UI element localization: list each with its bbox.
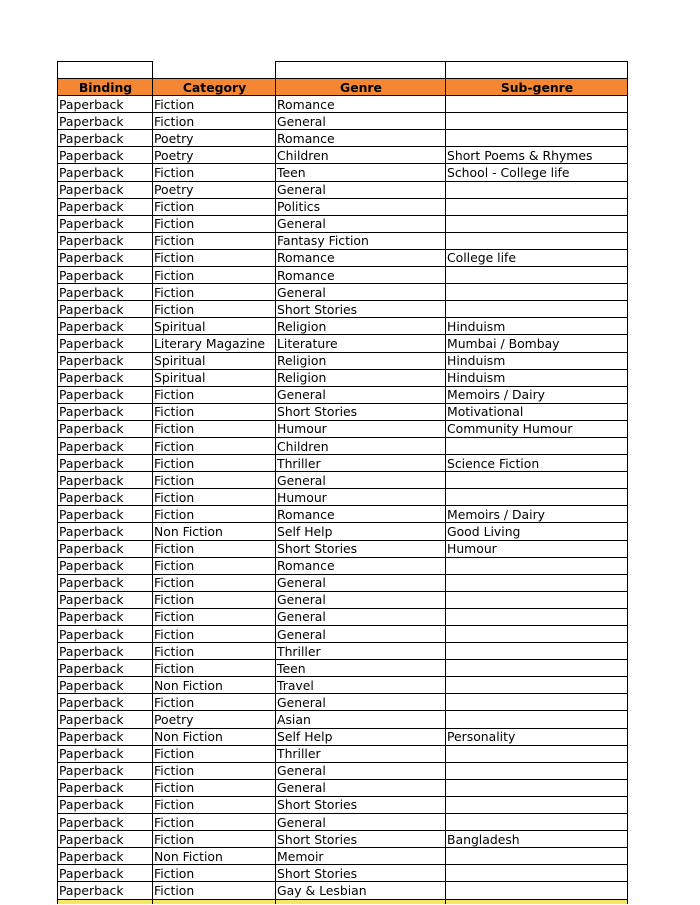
cell-sub-genre[interactable] <box>446 779 628 796</box>
blank-cell <box>153 62 276 79</box>
cell-sub-genre[interactable] <box>446 848 628 865</box>
cell-sub-genre[interactable]: Good Living <box>446 523 628 540</box>
cell-binding[interactable]: Paperback <box>58 677 153 694</box>
cell-sub-genre[interactable] <box>446 814 628 831</box>
cell-binding[interactable]: Paperback <box>58 779 153 796</box>
table-row <box>58 472 628 489</box>
cell-genre[interactable]: Short Stories <box>276 540 446 557</box>
cell-sub-genre[interactable] <box>446 694 628 711</box>
cell-genre[interactable]: Self Help <box>276 523 446 540</box>
cell-genre[interactable]: Asian <box>276 711 446 728</box>
table-row <box>58 386 628 403</box>
cell-category[interactable]: Fiction <box>153 882 276 899</box>
cell-sub-genre[interactable] <box>446 591 628 608</box>
cell-category[interactable]: Fiction <box>153 455 276 472</box>
header-row <box>58 79 628 96</box>
cell-genre[interactable]: Romance <box>276 130 446 147</box>
cell-category[interactable]: Fiction <box>153 198 276 215</box>
cell-binding[interactable]: Paperback <box>58 745 153 762</box>
cell-genre[interactable]: General <box>276 574 446 591</box>
table-row <box>58 284 628 301</box>
table-row <box>58 489 628 506</box>
cell-genre[interactable]: Short Stories <box>276 831 446 848</box>
cell-category[interactable]: Fiction <box>153 164 276 181</box>
cell-sub-genre[interactable] <box>446 762 628 779</box>
cell-category[interactable]: Poetry <box>153 130 276 147</box>
table-row <box>58 882 628 899</box>
cell-genre[interactable]: Memoir <box>276 848 446 865</box>
cell-binding[interactable]: Paperback <box>58 437 153 454</box>
cell-genre[interactable]: Thriller <box>276 745 446 762</box>
cell-binding[interactable]: Paperback <box>58 848 153 865</box>
table-row <box>58 677 628 694</box>
cell-category[interactable]: Non Fiction <box>153 728 276 745</box>
cell-category[interactable]: Fiction <box>153 437 276 454</box>
cell-sub-genre[interactable] <box>446 267 628 284</box>
table-row <box>58 506 628 523</box>
table-row <box>58 335 628 352</box>
table-row <box>58 762 628 779</box>
cell-binding[interactable]: Paperback <box>58 164 153 181</box>
cell-category[interactable]: Fiction <box>153 96 276 113</box>
table-row <box>58 403 628 420</box>
cell-category[interactable]: Fiction <box>153 591 276 608</box>
cell-binding[interactable]: Paperback <box>58 796 153 813</box>
cell-sub-genre[interactable]: Personality <box>446 728 628 745</box>
table-row <box>58 779 628 796</box>
cell-sub-genre[interactable]: Humour <box>446 540 628 557</box>
cell-sub-genre[interactable]: Memoirs / Dairy <box>446 386 628 403</box>
cell-sub-genre[interactable]: College life <box>446 249 628 266</box>
cell-binding[interactable]: Paperback <box>58 831 153 848</box>
cell-category[interactable]: Fiction <box>153 660 276 677</box>
cell-sub-genre[interactable] <box>446 745 628 762</box>
cell-sub-genre[interactable] <box>446 181 628 198</box>
cell-category[interactable]: Fiction <box>153 574 276 591</box>
cell-genre[interactable]: Children <box>276 437 446 454</box>
table-row <box>58 660 628 677</box>
cell-category[interactable]: Fiction <box>153 267 276 284</box>
table-body <box>58 96 628 904</box>
cell-sub-genre[interactable]: Mumbai / Bombay <box>446 335 628 352</box>
blank-cell <box>276 62 446 79</box>
cell-binding[interactable]: Paperback <box>58 403 153 420</box>
cell-sub-genre[interactable] <box>446 626 628 643</box>
cell-category[interactable]: Fiction <box>153 831 276 848</box>
cell-sub-genre[interactable] <box>446 472 628 489</box>
cell-binding[interactable]: Paperback <box>58 215 153 232</box>
blank-cell <box>58 62 153 79</box>
cell-binding[interactable]: Paperback <box>58 352 153 369</box>
cell-category[interactable]: Fiction <box>153 745 276 762</box>
table-row <box>58 96 628 113</box>
cell-category[interactable]: Fiction <box>153 386 276 403</box>
books-table <box>57 61 628 904</box>
cell-category[interactable]: Fiction <box>153 865 276 882</box>
cell-category[interactable]: Fiction <box>153 643 276 660</box>
cell-category[interactable]: Fiction <box>153 608 276 625</box>
cell-binding[interactable]: Paperback <box>58 660 153 677</box>
table-row <box>58 540 628 557</box>
table-row <box>58 523 628 540</box>
blank-row <box>58 62 628 79</box>
cell-binding[interactable]: Paperback <box>58 523 153 540</box>
cell-category[interactable]: Poetry <box>153 711 276 728</box>
cell-binding[interactable]: Paperback <box>58 626 153 643</box>
cell-genre[interactable]: Children <box>276 147 446 164</box>
table-row <box>58 865 628 882</box>
cell-genre[interactable]: General <box>276 814 446 831</box>
table-row <box>58 626 628 643</box>
table-row <box>58 420 628 437</box>
cell-category[interactable]: Poetry <box>153 181 276 198</box>
cell-binding[interactable]: Paperback <box>58 318 153 335</box>
table-row-partial <box>58 899 628 904</box>
cell-sub-genre[interactable] <box>446 660 628 677</box>
cell-genre[interactable]: Literature <box>276 335 446 352</box>
table-row <box>58 455 628 472</box>
cell-binding[interactable]: Paperback <box>58 455 153 472</box>
spreadsheet <box>57 61 627 904</box>
blank-cell <box>446 62 628 79</box>
cell-category[interactable]: Fiction <box>153 557 276 574</box>
cell-sub-genre[interactable]: Hinduism <box>446 352 628 369</box>
cell-category[interactable]: Fiction <box>153 113 276 130</box>
cell-sub-genre[interactable] <box>446 130 628 147</box>
cell-binding[interactable]: Paperback <box>58 96 153 113</box>
cell-genre[interactable]: General <box>276 472 446 489</box>
cell-sub-genre[interactable] <box>446 865 628 882</box>
table-row <box>58 369 628 386</box>
table-row <box>58 745 628 762</box>
cell-category[interactable]: Fiction <box>153 779 276 796</box>
cell-genre[interactable]: Teen <box>276 660 446 677</box>
cell-sub-genre[interactable]: Memoirs / Dairy <box>446 506 628 523</box>
cell-sub-genre[interactable] <box>446 882 628 899</box>
cell-genre[interactable]: Teen <box>276 164 446 181</box>
cell-genre[interactable]: Romance <box>276 249 446 266</box>
cell-category[interactable]: Spiritual <box>153 369 276 386</box>
cell-binding[interactable]: Paperback <box>58 591 153 608</box>
cell-sub-genre[interactable]: Bangladesh <box>446 831 628 848</box>
cell-sub-genre[interactable]: Hinduism <box>446 369 628 386</box>
cell-binding[interactable]: Paperback <box>58 694 153 711</box>
cell-category[interactable]: Spiritual <box>153 318 276 335</box>
partial-cell <box>153 899 276 904</box>
cell-binding[interactable]: Paperback <box>58 506 153 523</box>
cell-binding[interactable]: Paperback <box>58 540 153 557</box>
cell-genre[interactable]: Religion <box>276 352 446 369</box>
cell-genre[interactable]: General <box>276 762 446 779</box>
cell-binding[interactable]: Paperback <box>58 301 153 318</box>
table-row <box>58 574 628 591</box>
header-sub-genre[interactable]: Sub-genre <box>446 79 628 96</box>
cell-category[interactable]: Fiction <box>153 814 276 831</box>
cell-genre[interactable]: Romance <box>276 506 446 523</box>
cell-genre[interactable]: Short Stories <box>276 403 446 420</box>
table-row <box>58 181 628 198</box>
cell-binding[interactable]: Paperback <box>58 608 153 625</box>
cell-sub-genre[interactable] <box>446 113 628 130</box>
cell-genre[interactable]: Fantasy Fiction <box>276 232 446 249</box>
cell-binding[interactable]: Paperback <box>58 882 153 899</box>
cell-binding[interactable]: Paperback <box>58 489 153 506</box>
table-row <box>58 249 628 266</box>
table-row <box>58 591 628 608</box>
header-genre[interactable]: Genre <box>276 79 446 96</box>
cell-genre[interactable]: Romance <box>276 267 446 284</box>
header-binding[interactable]: Binding <box>58 79 153 96</box>
cell-binding[interactable]: Paperback <box>58 147 153 164</box>
cell-genre[interactable]: Thriller <box>276 455 446 472</box>
table-row <box>58 814 628 831</box>
cell-category[interactable]: Fiction <box>153 540 276 557</box>
cell-genre[interactable]: Short Stories <box>276 301 446 318</box>
table-row <box>58 437 628 454</box>
cell-binding[interactable]: Paperback <box>58 728 153 745</box>
cell-binding[interactable]: Paperback <box>58 335 153 352</box>
cell-category[interactable]: Non Fiction <box>153 523 276 540</box>
table-row <box>58 318 628 335</box>
cell-binding[interactable]: Paperback <box>58 420 153 437</box>
cell-sub-genre[interactable] <box>446 574 628 591</box>
table-row <box>58 848 628 865</box>
cell-category[interactable]: Fiction <box>153 472 276 489</box>
cell-sub-genre[interactable] <box>446 232 628 249</box>
cell-genre[interactable]: Travel <box>276 677 446 694</box>
cell-genre[interactable]: Thriller <box>276 643 446 660</box>
cell-category[interactable]: Fiction <box>153 215 276 232</box>
table-row <box>58 352 628 369</box>
cell-genre[interactable]: Romance <box>276 557 446 574</box>
cell-genre[interactable]: General <box>276 284 446 301</box>
cell-genre[interactable]: General <box>276 626 446 643</box>
cell-sub-genre[interactable] <box>446 284 628 301</box>
cell-genre[interactable]: Humour <box>276 420 446 437</box>
table-row <box>58 711 628 728</box>
partial-cell <box>58 899 153 904</box>
cell-category[interactable]: Fiction <box>153 420 276 437</box>
cell-genre[interactable]: Religion <box>276 318 446 335</box>
cell-genre[interactable]: Short Stories <box>276 865 446 882</box>
cell-genre[interactable]: General <box>276 591 446 608</box>
cell-sub-genre[interactable] <box>446 643 628 660</box>
cell-binding[interactable]: Paperback <box>58 249 153 266</box>
table-row <box>58 796 628 813</box>
cell-category[interactable]: Fiction <box>153 232 276 249</box>
cell-sub-genre[interactable]: Short Poems & Rhymes <box>446 147 628 164</box>
cell-sub-genre[interactable] <box>446 215 628 232</box>
partial-cell <box>276 899 446 904</box>
table-row <box>58 643 628 660</box>
cell-binding[interactable]: Paperback <box>58 369 153 386</box>
cell-sub-genre[interactable] <box>446 437 628 454</box>
cell-sub-genre[interactable] <box>446 796 628 813</box>
cell-binding[interactable]: Paperback <box>58 643 153 660</box>
table-row <box>58 232 628 249</box>
table-row <box>58 301 628 318</box>
cell-genre[interactable]: General <box>276 113 446 130</box>
table-row <box>58 130 628 147</box>
table-row <box>58 557 628 574</box>
cell-category[interactable]: Fiction <box>153 249 276 266</box>
table-row <box>58 267 628 284</box>
cell-binding[interactable]: Paperback <box>58 711 153 728</box>
cell-binding[interactable]: Paperback <box>58 232 153 249</box>
cell-genre[interactable]: Short Stories <box>276 796 446 813</box>
cell-category[interactable]: Fiction <box>153 796 276 813</box>
table-row <box>58 198 628 215</box>
cell-sub-genre[interactable] <box>446 301 628 318</box>
cell-binding[interactable]: Paperback <box>58 557 153 574</box>
cell-genre[interactable]: General <box>276 386 446 403</box>
cell-sub-genre[interactable] <box>446 489 628 506</box>
cell-category[interactable]: Fiction <box>153 489 276 506</box>
cell-binding[interactable]: Paperback <box>58 130 153 147</box>
cell-sub-genre[interactable] <box>446 96 628 113</box>
cell-binding[interactable]: Paperback <box>58 814 153 831</box>
cell-binding[interactable]: Paperback <box>58 574 153 591</box>
cell-binding[interactable]: Paperback <box>58 284 153 301</box>
cell-category[interactable]: Fiction <box>153 626 276 643</box>
cell-category[interactable]: Fiction <box>153 506 276 523</box>
cell-genre[interactable]: Humour <box>276 489 446 506</box>
cell-category[interactable]: Fiction <box>153 301 276 318</box>
cell-sub-genre[interactable]: Science Fiction <box>446 455 628 472</box>
table-row <box>58 113 628 130</box>
cell-sub-genre[interactable] <box>446 677 628 694</box>
cell-binding[interactable]: Paperback <box>58 865 153 882</box>
cell-genre[interactable]: Romance <box>276 96 446 113</box>
cell-genre[interactable]: General <box>276 694 446 711</box>
table-row <box>58 164 628 181</box>
cell-category[interactable]: Poetry <box>153 147 276 164</box>
partial-cell <box>446 899 628 904</box>
header-category[interactable]: Category <box>153 79 276 96</box>
cell-sub-genre[interactable]: Community Humour <box>446 420 628 437</box>
cell-genre[interactable]: Religion <box>276 369 446 386</box>
table-row <box>58 215 628 232</box>
cell-genre[interactable]: Gay & Lesbian <box>276 882 446 899</box>
cell-sub-genre[interactable] <box>446 198 628 215</box>
cell-category[interactable]: Literary Magazine <box>153 335 276 352</box>
cell-sub-genre[interactable]: School - College life <box>446 164 628 181</box>
cell-binding[interactable]: Paperback <box>58 181 153 198</box>
cell-category[interactable]: Non Fiction <box>153 848 276 865</box>
cell-genre[interactable]: General <box>276 608 446 625</box>
cell-category[interactable]: Spiritual <box>153 352 276 369</box>
cell-genre[interactable]: General <box>276 215 446 232</box>
cell-sub-genre[interactable] <box>446 711 628 728</box>
cell-binding[interactable]: Paperback <box>58 198 153 215</box>
cell-category[interactable]: Fiction <box>153 694 276 711</box>
cell-category[interactable]: Fiction <box>153 284 276 301</box>
cell-category[interactable]: Fiction <box>153 762 276 779</box>
table-row <box>58 147 628 164</box>
cell-sub-genre[interactable] <box>446 557 628 574</box>
cell-genre[interactable]: General <box>276 181 446 198</box>
table-row <box>58 728 628 745</box>
cell-category[interactable]: Fiction <box>153 403 276 420</box>
cell-sub-genre[interactable] <box>446 608 628 625</box>
cell-sub-genre[interactable]: Motivational <box>446 403 628 420</box>
cell-binding[interactable]: Paperback <box>58 472 153 489</box>
cell-genre[interactable]: Politics <box>276 198 446 215</box>
cell-genre[interactable]: General <box>276 779 446 796</box>
cell-genre[interactable]: Self Help <box>276 728 446 745</box>
table-row <box>58 694 628 711</box>
cell-sub-genre[interactable]: Hinduism <box>446 318 628 335</box>
cell-binding[interactable]: Paperback <box>58 386 153 403</box>
table-row <box>58 831 628 848</box>
cell-binding[interactable]: Paperback <box>58 113 153 130</box>
cell-category[interactable]: Non Fiction <box>153 677 276 694</box>
cell-binding[interactable]: Paperback <box>58 267 153 284</box>
cell-binding[interactable]: Paperback <box>58 762 153 779</box>
table-row <box>58 608 628 625</box>
